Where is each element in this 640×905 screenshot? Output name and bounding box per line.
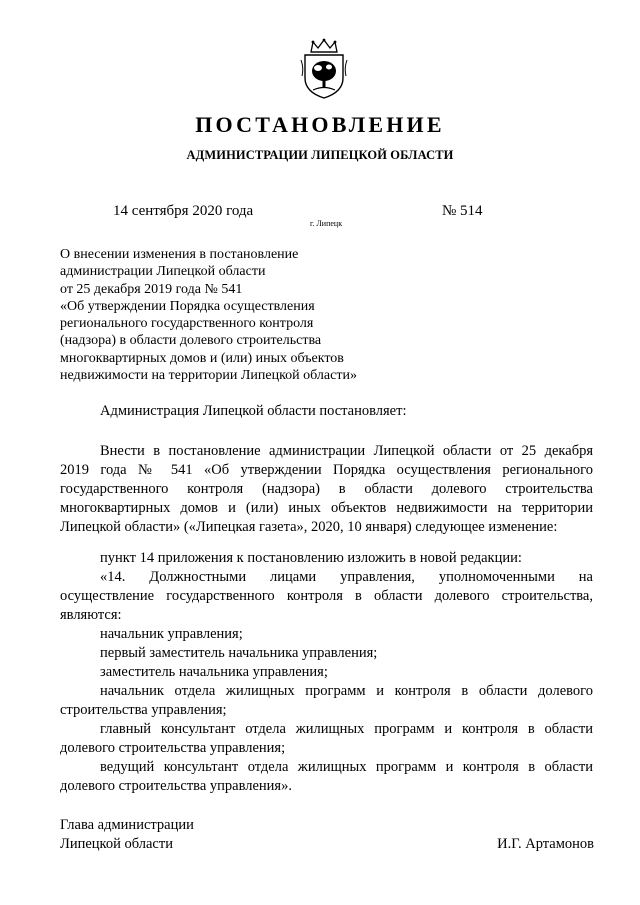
clause-14-line: являются: <box>60 607 122 623</box>
official-list-item: первый заместитель начальника управления; <box>100 645 378 661</box>
subject-line: О внесении изменения в постановление <box>60 247 299 262</box>
issuing-organization: АДМИНИСТРАЦИИ ЛИПЕЦКОЙ ОБЛАСТИ <box>186 148 454 162</box>
intro-line: государственного контроля (надзора) в области долевого строительства <box>60 481 593 497</box>
subject-line: «Об утверждении Порядка осуществления <box>60 298 315 314</box>
intro-paragraph <box>60 442 593 537</box>
official-list-item: ведущий консультант отдела жилищных программ и контроля в области <box>100 759 593 775</box>
signatory-position-line: Липецкой области <box>60 836 173 852</box>
subject-line: недвижимости на территории Липецкой области» <box>60 368 357 384</box>
amendment-lead: пункт 14 приложения к постановлению изложить в новой редакции: <box>100 550 522 566</box>
official-list-item-cont: строительства управления; <box>60 702 227 718</box>
document-number: № 514 <box>442 203 483 219</box>
document-subject <box>60 246 357 384</box>
subject-line: регионального государственного контроля <box>60 316 314 332</box>
official-list-item: главный консультант отдела жилищных программ и контроля в области <box>100 721 593 737</box>
subject-line: от 25 декабря 2019 года № 541 <box>60 281 243 297</box>
official-list-item-cont: долевого строительства управления; <box>60 740 286 756</box>
clause-14-line: осуществление государственного контроля в области долевого строительства, <box>60 588 593 604</box>
intro-line: многоквартирных домов и (или) иных объектов недвижимости на территории <box>60 500 593 516</box>
signatory-position <box>60 816 194 854</box>
signatory-name: И.Г. Артамонов <box>497 836 594 852</box>
subject-line: администрации Липецкой области <box>60 264 266 280</box>
subject-line: многоквартирных домов и (или) иных объектов <box>60 350 344 366</box>
official-list-item: начальник управления; <box>100 626 243 642</box>
resolves-paragraph <box>60 402 593 421</box>
resolves-text: Администрация Липецкой области постановляет: <box>100 403 407 419</box>
official-list-item-cont: долевого строительства управления». <box>60 778 292 794</box>
coat-of-arms-icon <box>299 38 349 100</box>
official-list-item: заместитель начальника управления; <box>100 664 328 680</box>
document-city: г. Липецк <box>310 219 343 228</box>
amendment-block <box>60 549 593 796</box>
intro-line: Внести в постановление администрации Липецкой области от 25 декабря <box>100 443 593 459</box>
intro-line: 2019 года № 541 «Об утверждении Порядка осуществления регионального <box>60 462 593 478</box>
intro-line: Липецкой области» («Липецкая газета», 2020, 10 января) следующее изменение: <box>60 519 558 535</box>
clause-14-line: «14. Должностными лицами управления, уполномоченными на <box>100 569 593 585</box>
document-date: 14 сентября 2020 года <box>113 203 254 219</box>
signatory-position-line: Глава администрации <box>60 817 194 833</box>
official-list-item: начальник отдела жилищных программ и контроля в области долевого <box>100 683 593 699</box>
document-title: ПОСТАНОВЛЕНИЕ <box>195 112 445 137</box>
subject-line: (надзора) в области долевого строительства <box>60 333 322 349</box>
